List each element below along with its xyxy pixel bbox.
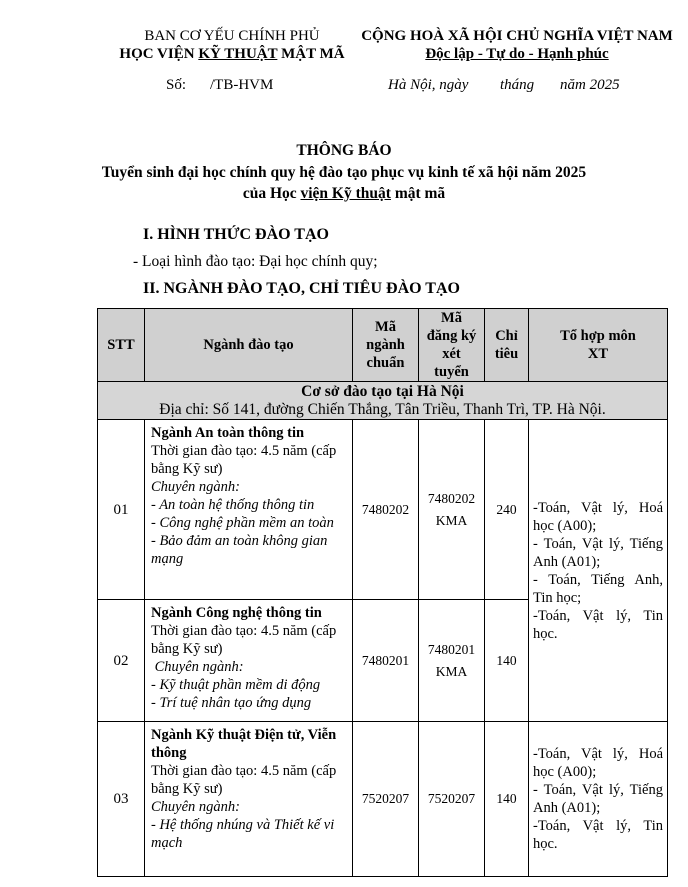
notice-title: THÔNG BÁO	[296, 142, 392, 159]
row-major	[145, 722, 353, 877]
date-month: tháng	[500, 77, 535, 93]
combination-item: - Toán, Tiếng Anh, Tin học;	[533, 571, 663, 606]
country-name: CỘNG HOÀ XÃ HỘI CHỦ NGHĨA VIỆT NAM	[361, 28, 673, 44]
major-name: Ngành An toàn thông tin	[151, 425, 305, 441]
combination-item: -Toán, Vật lý, Tin học.	[533, 818, 663, 852]
col-reg-code: Mã đăng ký xét tuyển	[419, 309, 485, 382]
spec-item: - Kỹ thuật phần mềm di động	[151, 677, 321, 693]
section-1-heading: I. HÌNH THỨC ĐÀO TẠO	[143, 226, 329, 243]
admission-table	[97, 308, 668, 877]
spec-item: - Bảo đảm an toàn không gian mạng	[151, 533, 328, 567]
notice-subtitle-2: của Học viện Kỹ thuật mật mã	[242, 185, 446, 202]
combination-item: -Toán, Vật lý, Hoá học (A00);	[533, 499, 663, 534]
row-reg-code: 7520207	[419, 722, 485, 877]
major-name: Ngành Kỹ thuật Điện tử, Viễn thông	[151, 727, 337, 761]
row-reg-code: 7480202 KMA	[419, 420, 485, 600]
campus-address: Địa chỉ: Số 141, đường Chiến Thắng, Tân Triều, Thanh Trì, TP. Hà Nội.	[159, 400, 606, 418]
issuing-body	[92, 27, 372, 63]
notice-subtitle: Tuyển sinh đại học chính quy hệ đào tạo phục vụ kinh tế xã hội năm 2025	[101, 164, 587, 181]
section-2-heading: II. NGÀNH ĐÀO TẠO, CHỈ TIÊU ĐÀO TẠO	[143, 280, 460, 297]
table-row	[98, 722, 668, 877]
row-quota: 240	[485, 420, 529, 600]
agency-name: BAN CƠ YẾU CHÍNH PHỦ	[144, 28, 320, 44]
spec-label: Chuyên ngành:	[151, 659, 244, 675]
doc-number-label: Số:	[166, 77, 187, 93]
date-place: Hà Nội, ngày	[388, 77, 469, 93]
major-duration: Thời gian đào tạo: 4.5 năm (cấp bằng Kỹ sư)	[151, 443, 337, 477]
row-code: 7480201	[353, 600, 419, 722]
combination-item: -Toán, Vật lý, Tin học.	[533, 607, 663, 642]
row-quota: 140	[485, 600, 529, 722]
row-code: 7480202	[353, 420, 419, 600]
campus-row	[98, 382, 668, 420]
row-combination	[529, 420, 668, 722]
academy-name: HỌC VIỆN KỸ THUẬT MẬT MÃ	[119, 46, 345, 62]
row-quota: 140	[485, 722, 529, 877]
campus-name: Cơ sở đào tạo tại Hà Nội	[301, 382, 464, 400]
date-year: năm 2025	[560, 77, 620, 93]
row-major	[145, 600, 353, 722]
major-duration: Thời gian đào tạo: 4.5 năm (cấp bằng Kỹ sư)	[151, 623, 337, 657]
row-major	[145, 420, 353, 600]
section-1-item: - Loại hình đào tạo: Đại học chính quy;	[133, 253, 378, 270]
table-row	[98, 420, 668, 600]
major-duration: Thời gian đào tạo: 4.5 năm (cấp bằng Kỹ sư)	[151, 763, 337, 797]
spec-item: - Hệ thống nhúng và Thiết kế vi mạch	[151, 817, 335, 851]
spec-label: Chuyên ngành:	[151, 479, 240, 495]
row-stt: 03	[98, 722, 145, 877]
row-stt: 01	[98, 420, 145, 600]
row-stt: 02	[98, 600, 145, 722]
row-combination	[529, 722, 668, 877]
row-reg-code: 7480201 KMA	[419, 600, 485, 722]
table-header-row	[98, 309, 668, 382]
combination-item: -Toán, Vật lý, Hoá học (A00);	[533, 746, 663, 780]
col-major: Ngành đào tạo	[145, 309, 353, 382]
row-code: 7520207	[353, 722, 419, 877]
col-quota: Chỉ tiêu	[485, 309, 529, 382]
spec-label: Chuyên ngành:	[151, 799, 240, 815]
campus-cell	[98, 382, 668, 420]
col-combination: Tổ hợp môn XT	[529, 309, 668, 382]
national-header	[358, 27, 676, 63]
national-motto: Độc lập - Tự do - Hạnh phúc	[425, 46, 609, 62]
combination-item: - Toán, Vật lý, Tiếng Anh (A01);	[533, 535, 663, 570]
major-name: Ngành Công nghệ thông tin	[151, 605, 322, 621]
col-code: Mã ngành chuẩn	[353, 309, 419, 382]
spec-item: - An toàn hệ thống thông tin	[151, 497, 315, 513]
spec-item: - Công nghệ phần mềm an toàn	[151, 515, 334, 531]
doc-number: /TB-HVM	[210, 77, 274, 93]
col-stt: STT	[98, 309, 145, 382]
spec-item: - Trí tuệ nhân tạo ứng dụng	[151, 695, 312, 711]
combination-item: - Toán, Vật lý, Tiếng Anh (A01);	[533, 782, 663, 816]
